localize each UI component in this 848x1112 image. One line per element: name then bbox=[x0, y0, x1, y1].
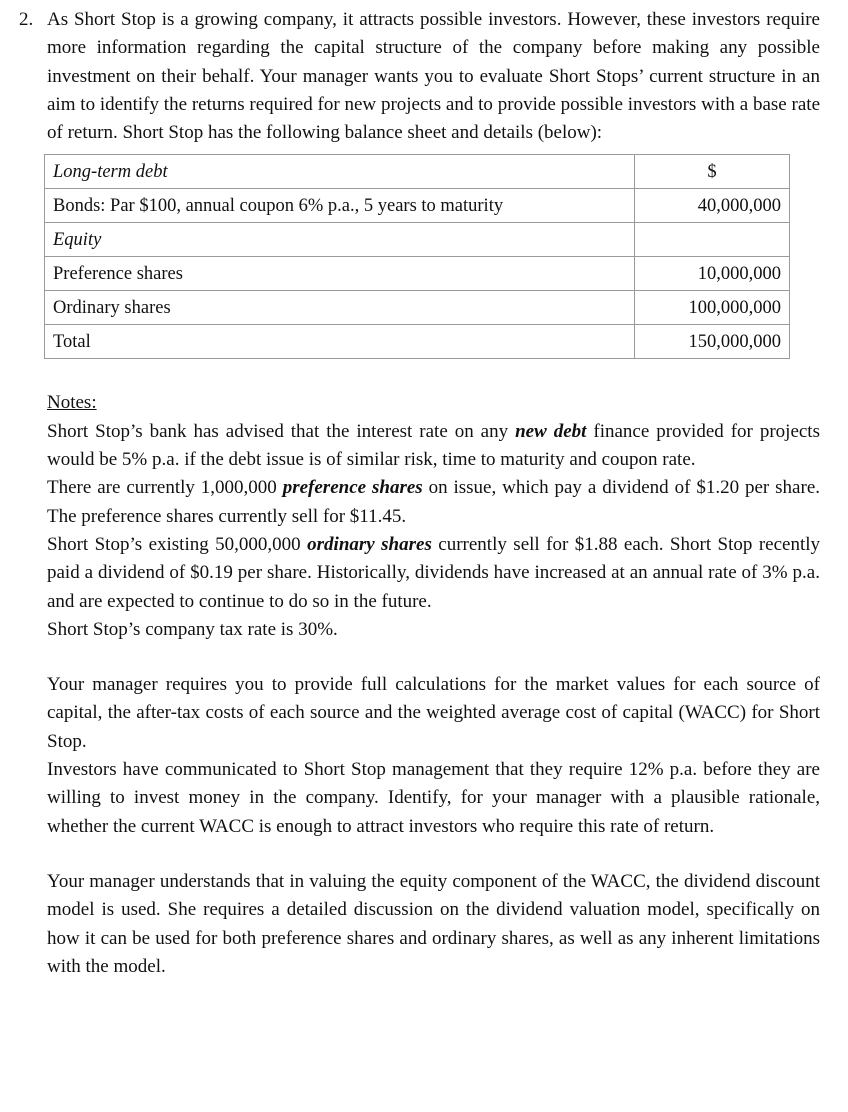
table-row bbox=[45, 257, 790, 291]
table-row bbox=[45, 291, 790, 325]
table-cell-amount: 40,000,000 bbox=[635, 189, 790, 223]
balance-sheet-table bbox=[44, 154, 790, 359]
table-row bbox=[45, 223, 790, 257]
note-emphasis: preference shares bbox=[282, 477, 423, 499]
table-cell-amount bbox=[635, 223, 790, 257]
table-cell-label: Ordinary shares bbox=[45, 291, 635, 325]
note-text: Short Stop’s bank has advised that the interest rate on any bbox=[47, 420, 516, 442]
question-number: 2. bbox=[19, 9, 34, 30]
notes-heading: Notes: bbox=[47, 392, 97, 414]
table-cell-amount: 150,000,000 bbox=[635, 325, 790, 359]
note-preference-shares bbox=[47, 474, 820, 531]
requirement-ddm-discussion: Your manager understands that in valuing the equity component of the WACC, the dividend discount model is used. She requires a detailed discussion on the dividend valuation model, specifically on how it can be used for both preference shares and ordinary shares, as well as any inherent limitations with the model. bbox=[47, 870, 820, 977]
requirement-investors: Investors have communicated to Short Stop management that they require 12% p.a. before they are willing to invest money in the company. Identify, for your manager with a plausible rationale, whether the current WACC is enough to attract investors who require this rate of return. bbox=[47, 759, 820, 837]
note-text: finance provided for projects would be 5% p.a. if the debt issue is of similar risk, time to maturity and coupon rate. bbox=[47, 420, 820, 471]
table-cell-amount: 10,000,000 bbox=[635, 257, 790, 291]
note-ordinary-shares bbox=[47, 531, 820, 616]
table-cell-label: Long-term debt bbox=[45, 155, 635, 189]
requirement-calculations: Your manager requires you to provide full calculations for the market values for each source of capital, the after-tax costs of each source and the weighted average cost of capital (WACC) for Short Stop. bbox=[47, 674, 820, 752]
note-text: There are currently 1,000,000 bbox=[47, 477, 283, 499]
table-cell-label: Equity bbox=[45, 223, 635, 257]
note-emphasis: new debt bbox=[515, 420, 587, 442]
note-text: currently sell for $1.88 each. Short Stop recently paid a dividend of $0.19 per share. Historically, dividends have increased at an annual rate of 3% p.a. and are expected to continue to do so in the future. bbox=[47, 533, 821, 612]
table-cell-amount: $ bbox=[635, 155, 790, 189]
table-row bbox=[45, 155, 790, 189]
question-intro: As Short Stop is a growing company, it attracts possible investors. However, these investors require more information regarding the capital structure of the company before making any possible investment on their behalf. Your manager wants you to evaluate Short Stops’ current structure in an aim to identify the returns required for new projects and to provide possible investors with a base rate of return. Short Stop has the following balance sheet and details (below): bbox=[47, 9, 820, 144]
note-new-debt bbox=[47, 418, 820, 475]
note-emphasis: ordinary shares bbox=[307, 533, 432, 555]
table-cell-label: Bonds: Par $100, annual coupon 6% p.a., 5 years to maturity bbox=[45, 189, 635, 223]
table-cell-label: Preference shares bbox=[45, 257, 635, 291]
table-cell-amount: 100,000,000 bbox=[635, 291, 790, 325]
document-page bbox=[0, 6, 848, 981]
table-row bbox=[45, 325, 790, 359]
note-text: on issue, which pay a dividend of $1.20 per share. The preference shares currently sell for $11.45. bbox=[47, 477, 821, 527]
question-2 bbox=[0, 6, 848, 981]
table-row bbox=[45, 189, 790, 223]
note-tax-rate: Short Stop’s company tax rate is 30%. bbox=[47, 618, 338, 640]
note-text: Short Stop’s existing 50,000,000 bbox=[47, 533, 308, 555]
table-cell-label: Total bbox=[45, 325, 635, 359]
